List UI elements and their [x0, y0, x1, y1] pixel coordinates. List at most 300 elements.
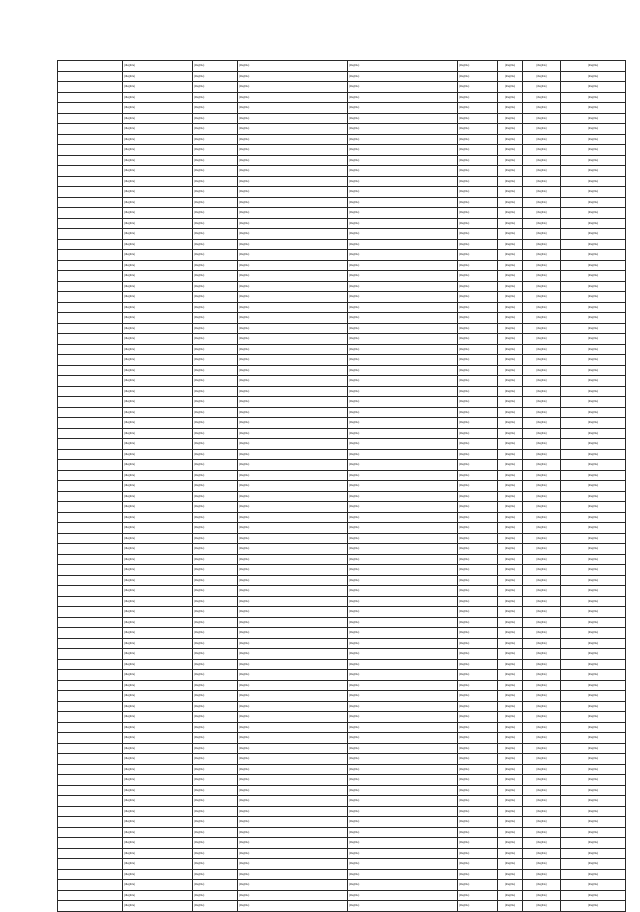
table-cell: (illegible)	[561, 92, 626, 103]
table-cell: (illegible)	[498, 607, 523, 618]
table-cell: (illegible)	[238, 607, 348, 618]
table-row	[58, 145, 626, 156]
table-cell: (illegible)	[348, 565, 458, 576]
table-cell: (illegible)	[523, 796, 561, 807]
table-cell: (illegible)	[123, 523, 193, 534]
table-cell: (illegible)	[458, 901, 498, 912]
table-cell: (illegible)	[523, 733, 561, 744]
table-cell: (illegible)	[238, 239, 348, 250]
table-cell: (illegible)	[498, 638, 523, 649]
table-cell: (illegible)	[238, 554, 348, 565]
table-cell: (illegible)	[193, 344, 238, 355]
table-cell: (illegible)	[458, 775, 498, 786]
table-cell: (illegible)	[123, 229, 193, 240]
table-cell	[58, 281, 123, 292]
table-cell: (illegible)	[498, 722, 523, 733]
table-cell: (illegible)	[238, 460, 348, 471]
table-cell: (illegible)	[523, 292, 561, 303]
table-cell: (illegible)	[348, 523, 458, 534]
table-cell: (illegible)	[561, 397, 626, 408]
table-cell: (illegible)	[123, 197, 193, 208]
table-cell: (illegible)	[561, 323, 626, 334]
table-cell: (illegible)	[523, 554, 561, 565]
table-row	[58, 512, 626, 523]
table-row	[58, 397, 626, 408]
table-cell: (illegible)	[458, 481, 498, 492]
table-cell: (illegible)	[561, 512, 626, 523]
table-cell: (illegible)	[498, 764, 523, 775]
table-cell: (illegible)	[348, 229, 458, 240]
table-row	[58, 607, 626, 618]
table-cell: (illegible)	[561, 428, 626, 439]
table-cell: (illegible)	[238, 869, 348, 880]
table-cell: (illegible)	[498, 617, 523, 628]
table-cell: (illegible)	[193, 250, 238, 261]
table-cell: (illegible)	[348, 512, 458, 523]
table-cell: (illegible)	[348, 407, 458, 418]
table-row	[58, 271, 626, 282]
table-cell: (illegible)	[123, 166, 193, 177]
table-cell: (illegible)	[348, 239, 458, 250]
table-cell: (illegible)	[458, 166, 498, 177]
table-cell: (illegible)	[348, 796, 458, 807]
table-cell: (illegible)	[238, 313, 348, 324]
table-cell: (illegible)	[498, 880, 523, 891]
table-cell: (illegible)	[123, 869, 193, 880]
table-cell: (illegible)	[561, 239, 626, 250]
table-cell: (illegible)	[123, 775, 193, 786]
table-cell: (illegible)	[458, 355, 498, 366]
table-cell: (illegible)	[458, 271, 498, 282]
table-cell	[58, 155, 123, 166]
table-row	[58, 113, 626, 124]
table-row	[58, 344, 626, 355]
table-cell: (illegible)	[123, 355, 193, 366]
table-cell: (illegible)	[238, 376, 348, 387]
table-cell: (illegible)	[498, 61, 523, 72]
table-cell	[58, 260, 123, 271]
table-cell: (illegible)	[193, 523, 238, 534]
table-cell: (illegible)	[523, 722, 561, 733]
table-cell: (illegible)	[561, 386, 626, 397]
table-cell	[58, 103, 123, 114]
table-cell: (illegible)	[523, 596, 561, 607]
table-cell: (illegible)	[123, 764, 193, 775]
table-cell: (illegible)	[123, 901, 193, 912]
table-cell: (illegible)	[238, 208, 348, 219]
table-cell: (illegible)	[561, 439, 626, 450]
table-cell: (illegible)	[193, 113, 238, 124]
table-cell	[58, 691, 123, 702]
table-cell: (illegible)	[498, 680, 523, 691]
table-cell: (illegible)	[498, 701, 523, 712]
table-cell: (illegible)	[523, 92, 561, 103]
table-row	[58, 554, 626, 565]
table-cell: (illegible)	[498, 827, 523, 838]
table-row	[58, 334, 626, 345]
table-row	[58, 166, 626, 177]
table-cell	[58, 827, 123, 838]
table-cell	[58, 722, 123, 733]
table-cell	[58, 134, 123, 145]
table-cell	[58, 271, 123, 282]
table-cell: (illegible)	[561, 134, 626, 145]
table-cell	[58, 197, 123, 208]
table-row	[58, 670, 626, 681]
table-cell: (illegible)	[498, 386, 523, 397]
table-cell: (illegible)	[498, 176, 523, 187]
table-cell: (illegible)	[123, 827, 193, 838]
table-row	[58, 460, 626, 471]
register-body	[58, 61, 626, 912]
table-cell: (illegible)	[458, 659, 498, 670]
table-cell: (illegible)	[348, 355, 458, 366]
table-cell	[58, 680, 123, 691]
table-cell: (illegible)	[348, 218, 458, 229]
table-cell: (illegible)	[498, 859, 523, 870]
table-cell: (illegible)	[238, 197, 348, 208]
table-cell: (illegible)	[193, 880, 238, 891]
table-cell: (illegible)	[238, 260, 348, 271]
table-cell: (illegible)	[561, 187, 626, 198]
table-cell: (illegible)	[193, 859, 238, 870]
table-row	[58, 880, 626, 891]
table-cell: (illegible)	[193, 407, 238, 418]
table-cell: (illegible)	[193, 449, 238, 460]
table-cell: (illegible)	[561, 155, 626, 166]
table-row	[58, 628, 626, 639]
table-cell: (illegible)	[458, 796, 498, 807]
table-cell: (illegible)	[348, 418, 458, 429]
table-cell: (illegible)	[561, 628, 626, 639]
table-cell: (illegible)	[238, 418, 348, 429]
table-cell: (illegible)	[523, 344, 561, 355]
table-cell: (illegible)	[123, 61, 193, 72]
table-row	[58, 439, 626, 450]
table-cell	[58, 460, 123, 471]
table-cell: (illegible)	[458, 323, 498, 334]
table-cell: (illegible)	[193, 869, 238, 880]
table-cell: (illegible)	[193, 817, 238, 828]
table-cell: (illegible)	[193, 628, 238, 639]
table-cell: (illegible)	[523, 113, 561, 124]
table-cell: (illegible)	[498, 523, 523, 534]
table-cell: (illegible)	[193, 502, 238, 513]
table-cell: (illegible)	[348, 155, 458, 166]
table-cell: (illegible)	[498, 239, 523, 250]
table-cell: (illegible)	[238, 785, 348, 796]
table-cell: (illegible)	[123, 344, 193, 355]
table-cell: (illegible)	[348, 502, 458, 513]
table-cell: (illegible)	[561, 733, 626, 744]
table-cell: (illegible)	[458, 134, 498, 145]
table-cell: (illegible)	[238, 533, 348, 544]
table-cell: (illegible)	[458, 376, 498, 387]
table-cell: (illegible)	[523, 481, 561, 492]
table-cell: (illegible)	[523, 313, 561, 324]
table-cell: (illegible)	[123, 544, 193, 555]
table-cell: (illegible)	[523, 586, 561, 597]
table-cell: (illegible)	[458, 491, 498, 502]
table-row	[58, 218, 626, 229]
table-cell: (illegible)	[123, 71, 193, 82]
table-cell: (illegible)	[561, 649, 626, 660]
table-cell: (illegible)	[238, 649, 348, 660]
table-row	[58, 743, 626, 754]
table-cell: (illegible)	[523, 355, 561, 366]
table-cell: (illegible)	[193, 481, 238, 492]
table-cell: (illegible)	[458, 407, 498, 418]
table-cell: (illegible)	[458, 92, 498, 103]
table-row	[58, 754, 626, 765]
table-cell: (illegible)	[123, 460, 193, 471]
table-cell: (illegible)	[123, 617, 193, 628]
table-row	[58, 764, 626, 775]
table-cell: (illegible)	[561, 344, 626, 355]
table-cell: (illegible)	[123, 596, 193, 607]
table-cell: (illegible)	[348, 323, 458, 334]
table-cell: (illegible)	[193, 796, 238, 807]
table-cell: (illegible)	[123, 124, 193, 135]
table-cell: (illegible)	[348, 260, 458, 271]
table-cell: (illegible)	[523, 407, 561, 418]
table-cell: (illegible)	[458, 344, 498, 355]
table-cell: (illegible)	[348, 449, 458, 460]
table-cell: (illegible)	[523, 229, 561, 240]
table-cell	[58, 743, 123, 754]
table-cell: (illegible)	[193, 365, 238, 376]
table-cell: (illegible)	[193, 208, 238, 219]
table-cell: (illegible)	[193, 848, 238, 859]
table-cell: (illegible)	[458, 82, 498, 93]
table-cell: (illegible)	[348, 901, 458, 912]
table-cell: (illegible)	[238, 901, 348, 912]
table-cell	[58, 890, 123, 901]
table-cell: (illegible)	[348, 806, 458, 817]
table-cell: (illegible)	[458, 701, 498, 712]
table-cell: (illegible)	[348, 880, 458, 891]
table-cell: (illegible)	[561, 785, 626, 796]
table-cell: (illegible)	[458, 670, 498, 681]
table-cell: (illegible)	[348, 376, 458, 387]
table-cell: (illegible)	[123, 806, 193, 817]
table-cell: (illegible)	[123, 250, 193, 261]
table-cell: (illegible)	[523, 523, 561, 534]
table-cell: (illegible)	[193, 575, 238, 586]
table-cell: (illegible)	[193, 565, 238, 576]
table-cell: (illegible)	[123, 670, 193, 681]
table-cell: (illegible)	[348, 586, 458, 597]
table-cell: (illegible)	[238, 271, 348, 282]
table-cell: (illegible)	[193, 418, 238, 429]
table-cell: (illegible)	[123, 638, 193, 649]
table-cell: (illegible)	[561, 880, 626, 891]
table-row	[58, 481, 626, 492]
table-cell	[58, 82, 123, 93]
table-cell: (illegible)	[238, 302, 348, 313]
table-cell: (illegible)	[238, 659, 348, 670]
table-row	[58, 187, 626, 198]
table-cell: (illegible)	[458, 292, 498, 303]
table-cell: (illegible)	[193, 323, 238, 334]
table-cell: (illegible)	[458, 365, 498, 376]
table-cell: (illegible)	[523, 439, 561, 450]
table-row	[58, 376, 626, 387]
table-cell: (illegible)	[348, 754, 458, 765]
table-cell: (illegible)	[498, 554, 523, 565]
table-cell: (illegible)	[348, 491, 458, 502]
table-cell: (illegible)	[458, 575, 498, 586]
table-cell: (illegible)	[458, 827, 498, 838]
table-cell	[58, 145, 123, 156]
table-cell	[58, 407, 123, 418]
table-row	[58, 323, 626, 334]
table-cell: (illegible)	[561, 166, 626, 177]
table-cell: (illegible)	[458, 239, 498, 250]
table-cell: (illegible)	[238, 775, 348, 786]
table-cell: (illegible)	[458, 722, 498, 733]
table-cell: (illegible)	[238, 92, 348, 103]
table-cell: (illegible)	[458, 113, 498, 124]
table-cell: (illegible)	[348, 691, 458, 702]
table-row	[58, 575, 626, 586]
table-cell: (illegible)	[561, 848, 626, 859]
table-cell: (illegible)	[498, 691, 523, 702]
table-row	[58, 103, 626, 114]
table-row	[58, 407, 626, 418]
table-cell: (illegible)	[561, 260, 626, 271]
table-cell	[58, 313, 123, 324]
table-cell: (illegible)	[193, 439, 238, 450]
table-cell: (illegible)	[498, 628, 523, 639]
table-cell: (illegible)	[348, 838, 458, 849]
table-cell: (illegible)	[348, 313, 458, 324]
table-cell	[58, 61, 123, 72]
table-cell: (illegible)	[123, 565, 193, 576]
table-cell: (illegible)	[498, 376, 523, 387]
table-cell: (illegible)	[561, 586, 626, 597]
table-cell: (illegible)	[123, 281, 193, 292]
table-cell: (illegible)	[193, 376, 238, 387]
table-row	[58, 418, 626, 429]
table-cell: (illegible)	[348, 533, 458, 544]
table-cell: (illegible)	[498, 166, 523, 177]
table-row	[58, 197, 626, 208]
table-row	[58, 533, 626, 544]
table-cell: (illegible)	[523, 103, 561, 114]
table-cell: (illegible)	[523, 124, 561, 135]
table-cell: (illegible)	[348, 890, 458, 901]
register-table	[57, 60, 626, 912]
table-cell: (illegible)	[498, 512, 523, 523]
table-cell: (illegible)	[193, 722, 238, 733]
table-cell: (illegible)	[348, 722, 458, 733]
table-cell: (illegible)	[561, 596, 626, 607]
table-cell: (illegible)	[498, 428, 523, 439]
table-cell: (illegible)	[498, 659, 523, 670]
table-cell: (illegible)	[458, 733, 498, 744]
table-cell: (illegible)	[498, 901, 523, 912]
table-cell: (illegible)	[561, 145, 626, 156]
table-cell: (illegible)	[348, 271, 458, 282]
table-cell: (illegible)	[348, 61, 458, 72]
table-cell: (illegible)	[458, 880, 498, 891]
table-cell: (illegible)	[238, 628, 348, 639]
table-cell: (illegible)	[193, 61, 238, 72]
table-cell: (illegible)	[561, 449, 626, 460]
table-cell: (illegible)	[561, 670, 626, 681]
table-row	[58, 691, 626, 702]
table-cell: (illegible)	[238, 848, 348, 859]
table-cell: (illegible)	[523, 754, 561, 765]
table-cell: (illegible)	[523, 418, 561, 429]
table-cell: (illegible)	[123, 785, 193, 796]
table-cell	[58, 880, 123, 891]
table-cell: (illegible)	[238, 229, 348, 240]
table-cell	[58, 302, 123, 313]
table-cell: (illegible)	[123, 323, 193, 334]
table-cell: (illegible)	[348, 596, 458, 607]
table-row	[58, 785, 626, 796]
table-cell: (illegible)	[561, 281, 626, 292]
table-cell: (illegible)	[458, 859, 498, 870]
table-cell: (illegible)	[523, 575, 561, 586]
table-cell	[58, 292, 123, 303]
table-cell: (illegible)	[498, 197, 523, 208]
table-cell: (illegible)	[458, 260, 498, 271]
table-cell: (illegible)	[561, 638, 626, 649]
table-cell: (illegible)	[561, 302, 626, 313]
table-cell: (illegible)	[123, 848, 193, 859]
table-cell	[58, 817, 123, 828]
table-cell: (illegible)	[523, 701, 561, 712]
table-cell: (illegible)	[348, 544, 458, 555]
table-cell: (illegible)	[561, 334, 626, 345]
table-row	[58, 449, 626, 460]
table-cell: (illegible)	[123, 376, 193, 387]
table-cell	[58, 775, 123, 786]
table-cell	[58, 323, 123, 334]
table-cell: (illegible)	[458, 817, 498, 828]
table-cell: (illegible)	[348, 334, 458, 345]
table-cell: (illegible)	[193, 428, 238, 439]
table-row	[58, 859, 626, 870]
table-cell: (illegible)	[348, 827, 458, 838]
table-cell: (illegible)	[458, 638, 498, 649]
table-cell: (illegible)	[458, 785, 498, 796]
table-cell: (illegible)	[348, 428, 458, 439]
table-cell: (illegible)	[348, 176, 458, 187]
table-cell: (illegible)	[561, 418, 626, 429]
table-cell: (illegible)	[523, 764, 561, 775]
table-cell: (illegible)	[348, 712, 458, 723]
table-cell: (illegible)	[523, 449, 561, 460]
table-cell: (illegible)	[498, 124, 523, 135]
table-cell: (illegible)	[458, 649, 498, 660]
table-cell	[58, 617, 123, 628]
table-cell: (illegible)	[561, 575, 626, 586]
table-cell: (illegible)	[498, 187, 523, 198]
table-cell: (illegible)	[458, 512, 498, 523]
table-cell: (illegible)	[193, 586, 238, 597]
table-cell: (illegible)	[238, 187, 348, 198]
table-cell: (illegible)	[561, 869, 626, 880]
table-cell: (illegible)	[561, 407, 626, 418]
table-row	[58, 124, 626, 135]
table-cell: (illegible)	[561, 229, 626, 240]
table-cell: (illegible)	[561, 61, 626, 72]
table-cell: (illegible)	[523, 691, 561, 702]
